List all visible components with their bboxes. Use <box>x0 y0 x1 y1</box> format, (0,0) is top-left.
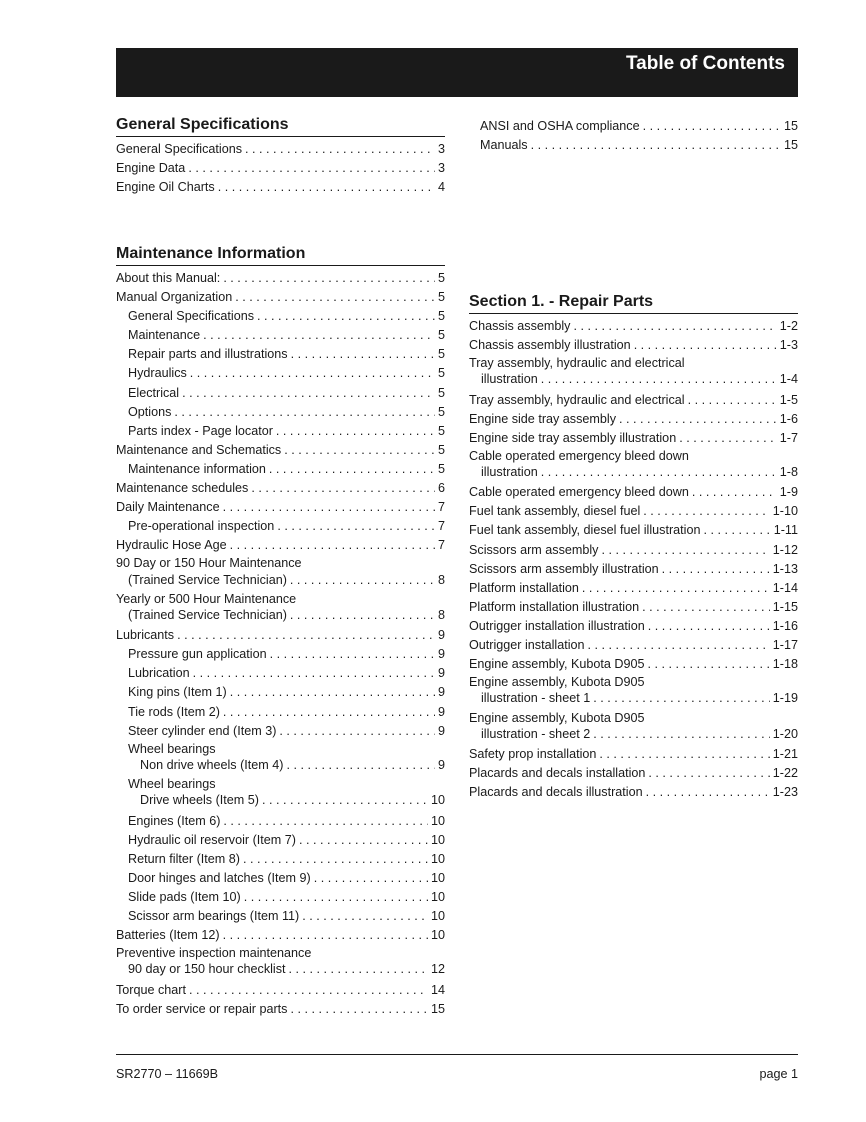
repair-parts-heading: Section 1. - Repair Parts <box>469 292 798 314</box>
toc-entry[interactable]: Preventive inspection maintenance 90 day or 150 hour checklist . . . 12 <box>116 945 445 978</box>
toc-entry[interactable]: King pins (Item 1) . . . 9 <box>116 683 445 702</box>
toc-entry[interactable]: Fuel tank assembly, diesel fuel . . . 1-10 <box>469 502 798 521</box>
footer-page-number: page 1 <box>759 1067 798 1081</box>
toc-entry[interactable]: Cable operated emergency bleed down . . . 1-9 <box>469 483 798 502</box>
toc-entry[interactable]: Engine assembly, Kubota D905 illustration - sheet 2 . . . 1-20 <box>469 710 798 743</box>
maintenance-information-list <box>116 269 445 1019</box>
toc-entry[interactable]: Scissor arm bearings (Item 11) . . . 10 <box>116 907 445 926</box>
toc-entry[interactable]: Safety prop installation . . . 1-21 <box>469 745 798 764</box>
toc-entry[interactable]: Placards and decals illustration . . . 1-23 <box>469 783 798 802</box>
toc-entry[interactable]: Engine Data . . . 3 <box>116 159 445 178</box>
toc-entry[interactable]: Placards and decals installation . . . 1-22 <box>469 764 798 783</box>
toc-entry[interactable]: Repair parts and illustrations . . . 5 <box>116 345 445 364</box>
toc-entry[interactable]: Engines (Item 6) . . . 10 <box>116 812 445 831</box>
toc-entry[interactable]: Daily Maintenance . . . 7 <box>116 498 445 517</box>
toc-entry[interactable]: Steer cylinder end (Item 3) . . . 9 <box>116 722 445 741</box>
toc-entry[interactable]: Tray assembly, hydraulic and electrical illustration . . . 1-4 <box>469 355 798 388</box>
toc-entry[interactable]: Electrical . . . 5 <box>116 384 445 403</box>
toc-entry[interactable]: Parts index - Page locator . . . 5 <box>116 422 445 441</box>
toc-entry[interactable]: Slide pads (Item 10) . . . 10 <box>116 888 445 907</box>
toc-entry[interactable]: Platform installation illustration . . . 1-15 <box>469 598 798 617</box>
toc-entry[interactable]: Engine Oil Charts . . . 4 <box>116 178 445 197</box>
general-specifications-section <box>116 115 445 197</box>
toc-entry[interactable]: Manuals . . . 15 <box>480 136 798 155</box>
toc-entry[interactable]: Platform installation . . . 1-14 <box>469 579 798 598</box>
toc-entry[interactable]: 90 Day or 150 Hour Maintenance (Trained Service Technician) . . . 8 <box>116 555 445 588</box>
toc-entry[interactable]: Batteries (Item 12) . . . 10 <box>116 926 445 945</box>
toc-entry[interactable]: General Specifications . . . 5 <box>116 307 445 326</box>
repair-parts-list <box>469 317 798 802</box>
toc-entry[interactable]: Outrigger installation illustration . . . 1-16 <box>469 617 798 636</box>
toc-entry[interactable]: Wheel bearings Non drive wheels (Item 4) . . . 9 <box>116 741 445 774</box>
toc-entry[interactable]: Scissors arm assembly . . . 1-12 <box>469 541 798 560</box>
maintenance-information-section <box>116 244 445 1019</box>
toc-entry[interactable]: Door hinges and latches (Item 9) . . . 10 <box>116 869 445 888</box>
toc-entry[interactable]: Hydraulic Hose Age . . . 7 <box>116 536 445 555</box>
footer-doc-id: SR2770 – 11669B <box>116 1067 218 1081</box>
general-specifications-list <box>116 140 445 197</box>
toc-entry[interactable]: Engine side tray assembly illustration . . . 1-7 <box>469 429 798 448</box>
header-bar <box>116 48 798 97</box>
toc-entry[interactable]: Wheel bearings Drive wheels (Item 5) . . . 10 <box>116 776 445 809</box>
toc-entry[interactable]: Pressure gun application . . . 9 <box>116 645 445 664</box>
toc-entry[interactable]: Outrigger installation . . . 1-17 <box>469 636 798 655</box>
toc-entry[interactable]: Engine assembly, Kubota D905 . . . 1-18 <box>469 655 798 674</box>
toc-entry[interactable]: Return filter (Item 8) . . . 10 <box>116 850 445 869</box>
toc-entry[interactable]: About this Manual: . . . 5 <box>116 269 445 288</box>
toc-entry[interactable]: Lubrication . . . 9 <box>116 664 445 683</box>
toc-entry[interactable]: Lubricants . . . 9 <box>116 626 445 645</box>
toc-entry[interactable]: Maintenance . . . 5 <box>116 326 445 345</box>
toc-entry[interactable]: Yearly or 500 Hour Maintenance (Trained Service Technician) . . . 8 <box>116 591 445 624</box>
toc-entry[interactable]: Hydraulics . . . 5 <box>116 364 445 383</box>
toc-entry[interactable]: Manual Organization . . . 5 <box>116 288 445 307</box>
page-title: Table of Contents <box>625 53 785 74</box>
toc-entry[interactable]: Maintenance and Schematics . . . 5 <box>116 441 445 460</box>
toc-entry[interactable]: Chassis assembly . . . 1-2 <box>469 317 798 336</box>
compliance-list <box>480 117 798 155</box>
toc-entry[interactable]: To order service or repair parts . . . 15 <box>116 1000 445 1019</box>
toc-entry[interactable]: Cable operated emergency bleed down illustration . . . 1-8 <box>469 448 798 481</box>
toc-entry[interactable]: Fuel tank assembly, diesel fuel illustration . . . 1-11 <box>469 521 798 540</box>
toc-entry[interactable]: Tray assembly, hydraulic and electrical . . . 1-5 <box>469 391 798 410</box>
toc-entry[interactable]: Scissors arm assembly illustration . . . 1-13 <box>469 560 798 579</box>
toc-entry[interactable]: Torque chart . . . 14 <box>116 981 445 1000</box>
footer-divider <box>116 1054 798 1055</box>
toc-entry[interactable]: Hydraulic oil reservoir (Item 7) . . . 10 <box>116 831 445 850</box>
toc-entry[interactable]: Maintenance schedules . . . 6 <box>116 479 445 498</box>
toc-entry[interactable]: Engine side tray assembly . . . 1-6 <box>469 410 798 429</box>
toc-entry[interactable]: Maintenance information . . . 5 <box>116 460 445 479</box>
toc-entry[interactable]: Engine assembly, Kubota D905 illustration - sheet 1 . . . 1-19 <box>469 674 798 707</box>
toc-entry[interactable]: Chassis assembly illustration . . . 1-3 <box>469 336 798 355</box>
toc-entry[interactable]: Options . . . 5 <box>116 403 445 422</box>
toc-entry[interactable]: General Specifications . . . 3 <box>116 140 445 159</box>
repair-parts-section <box>469 292 798 802</box>
general-specifications-heading: General Specifications <box>116 115 445 137</box>
toc-entry[interactable]: ANSI and OSHA compliance . . . 15 <box>480 117 798 136</box>
toc-entry[interactable]: Pre-operational inspection . . . 7 <box>116 517 445 536</box>
toc-entry[interactable]: Tie rods (Item 2) . . . 9 <box>116 703 445 722</box>
maintenance-information-heading: Maintenance Information <box>116 244 445 266</box>
